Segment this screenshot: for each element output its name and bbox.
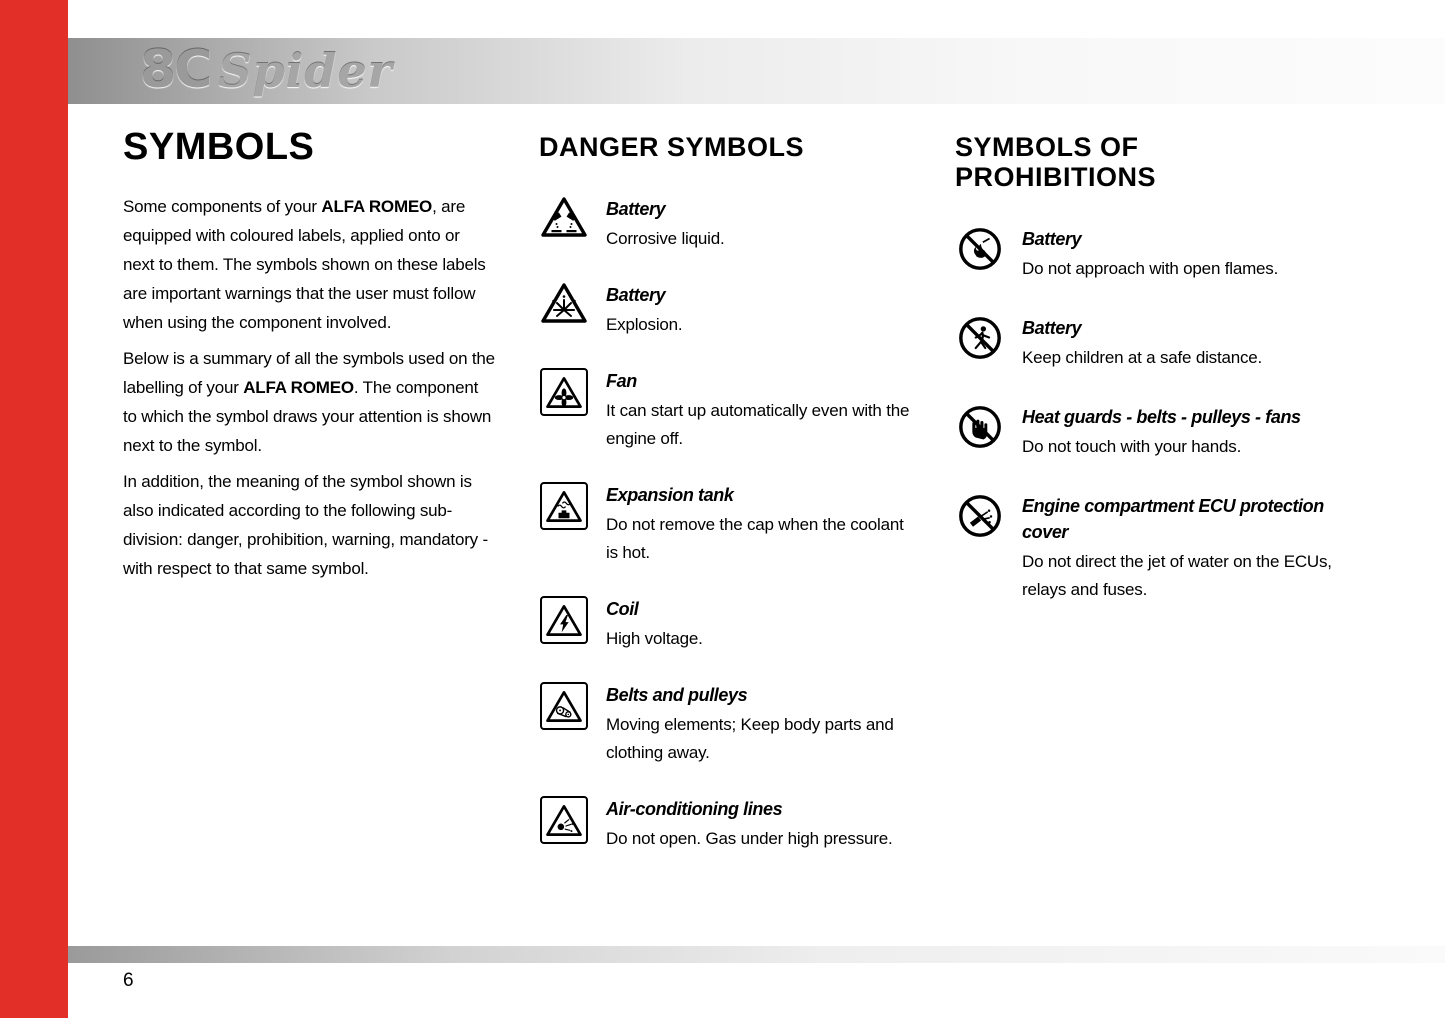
high-voltage-triangle-icon [539, 594, 589, 644]
symbol-desc: Do not touch with your hands. [1022, 437, 1242, 456]
symbol-desc: Do not direct the jet of water on the ECUs, relays and fuses. [1022, 552, 1332, 599]
symbol-title: Engine compartment ECU protection cover [1022, 496, 1324, 542]
prohibition-item-keep-children-away [955, 313, 1347, 372]
p2-brand: ALFA ROMEO [243, 378, 354, 397]
corrosive-triangle-icon [539, 194, 589, 238]
symbol-title: Battery [606, 199, 666, 219]
red-sidebar [0, 0, 68, 1018]
icon-frame [540, 482, 588, 530]
prohibition-item-no-flames [955, 224, 1347, 283]
icon-frame [540, 596, 588, 644]
icon-frame [540, 682, 588, 730]
symbol-desc: Do not approach with open flames. [1022, 259, 1279, 278]
no-water-jet-icon [955, 491, 1005, 539]
symbol-title: Belts and pulleys [606, 685, 748, 705]
prohibition-item-do-not-touch [955, 402, 1347, 461]
danger-item-expansion-tank [539, 480, 911, 567]
symbol-title: Heat guards - belts - pulleys - fans [1022, 407, 1301, 427]
danger-item-air-conditioning [539, 794, 911, 853]
icon-frame [540, 796, 588, 844]
symbol-title: Battery [1022, 229, 1082, 249]
symbol-desc: Moving elements; Keep body parts and clothing away. [606, 715, 894, 762]
symbol-desc: Explosion. [606, 315, 683, 334]
symbol-desc: Do not remove the cap when the coolant is hot. [606, 515, 904, 562]
page-title: SYMBOLS [123, 126, 315, 168]
brand-logo [140, 40, 393, 102]
symbol-desc: Do not open. Gas under high pressure. [606, 829, 893, 848]
fan-triangle-icon [539, 366, 589, 416]
symbol-title: Expansion tank [606, 485, 734, 505]
symbol-title: Battery [1022, 318, 1082, 338]
intro-paragraph-3: In addition, the meaning of the symbol shown is also indicated according to the following sub-division: danger, prohibition, warning, mandatory - with respect to that same symbol. [123, 472, 488, 578]
danger-item-fan [539, 366, 911, 453]
air-conditioning-triangle-icon [539, 794, 589, 844]
p2-text: Below is a summary of all the symbols used on the labelling of your [123, 349, 495, 397]
symbol-desc: High voltage. [606, 629, 703, 648]
p2-text-cont: . The component to which the symbol draws your attention is shown next to the symbol. [123, 378, 492, 455]
page-number: 6 [123, 970, 134, 991]
intro-paragraph-1 [123, 192, 495, 337]
prohibitions-column [955, 128, 1347, 634]
keep-children-away-icon [955, 313, 1005, 361]
symbol-title: Battery [606, 285, 666, 305]
symbol-title: Fan [606, 371, 637, 391]
p1-text-cont: , are equipped with coloured labels, applied onto or next to them. The symbols shown on these labels are important warnings that the user must follow when using the component involved. [123, 197, 486, 332]
logo-spider-text: Spider [218, 44, 393, 98]
header-band [68, 38, 1445, 104]
do-not-touch-icon [955, 402, 1005, 450]
prohibitions-section-title: SYMBOLS OF PROHIBITIONS [955, 132, 1157, 192]
danger-item-belts-pulleys [539, 680, 911, 767]
explosion-triangle-icon [539, 280, 589, 324]
danger-item-battery-explosion [539, 280, 911, 339]
no-open-flames-icon [955, 224, 1005, 272]
danger-section-title: DANGER SYMBOLS [539, 132, 805, 162]
symbol-desc: Keep children at a safe distance. [1022, 348, 1263, 367]
intro-paragraph-2 [123, 344, 495, 460]
expansion-tank-triangle-icon [539, 480, 589, 530]
danger-symbols-column [539, 128, 911, 880]
symbol-title: Air-conditioning lines [606, 799, 783, 819]
logo-8c-text: 8C [140, 40, 211, 100]
danger-item-battery-corrosive [539, 194, 911, 253]
page-columns [68, 128, 1445, 880]
belts-pulleys-triangle-icon [539, 680, 589, 730]
footer-band [68, 946, 1445, 963]
p1-text: Some components of your [123, 197, 322, 216]
prohibition-item-no-water-jet [955, 491, 1347, 604]
danger-item-coil [539, 594, 911, 653]
p1-brand: ALFA ROMEO [321, 197, 433, 216]
symbols-column [123, 128, 495, 590]
symbol-desc: Corrosive liquid. [606, 229, 725, 248]
symbol-title: Coil [606, 599, 639, 619]
symbol-desc: It can start up automatically even with the engine off. [606, 401, 910, 448]
icon-frame [540, 368, 588, 416]
